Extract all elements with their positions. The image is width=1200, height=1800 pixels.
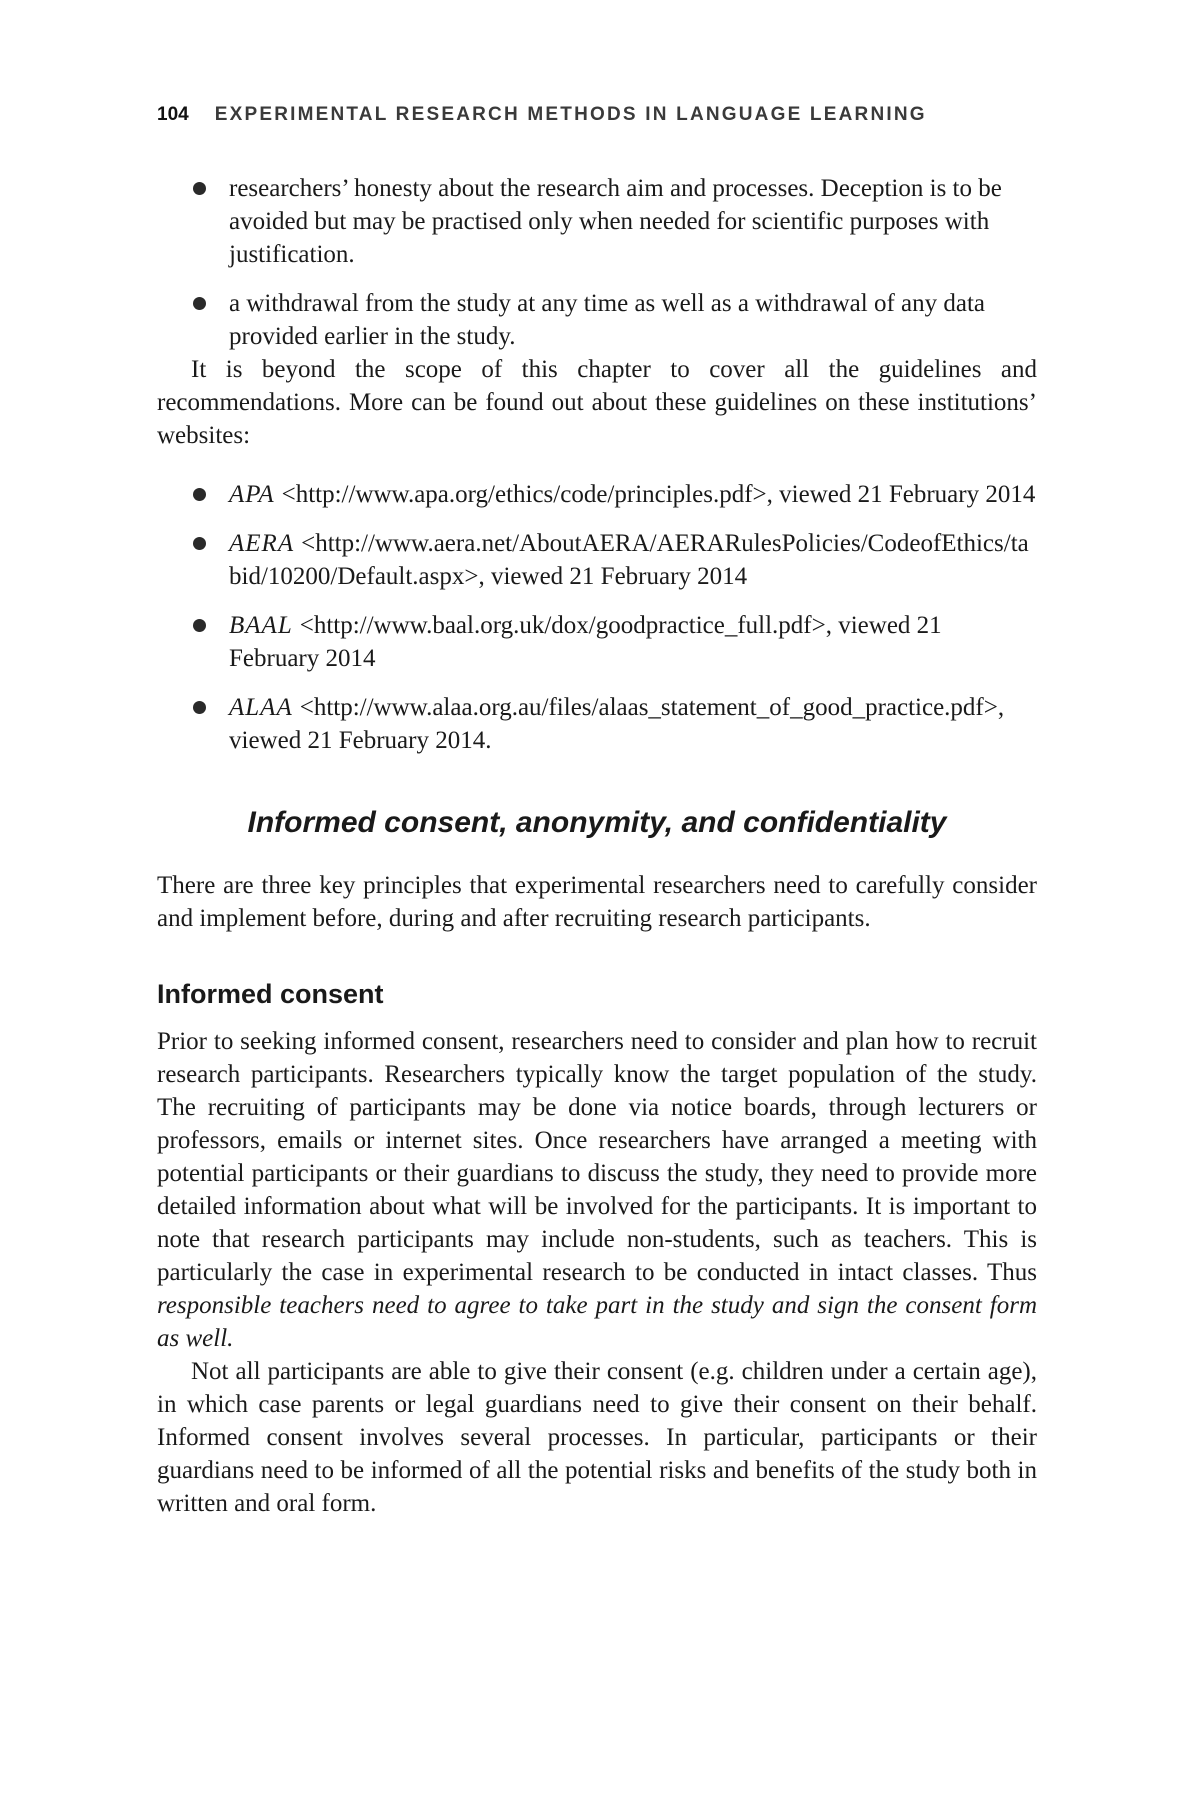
section-paragraph: There are three key principles that experimental researchers need to carefully consider and implement before, during and after recruiting research participants. — [157, 872, 1037, 932]
running-title: EXPERIMENTAL RESEARCH METHODS IN LANGUAGE LEARNING — [214, 104, 927, 125]
reference-org: AERA — [229, 530, 295, 557]
subsection-heading: Informed consent — [157, 979, 384, 1009]
informed-consent-paragraph-2: Not all participants are able to give their consent (e.g. children under a certain age), in which case parents or legal guardians need to give their consent on their behalf. Informed consent involves several processes. In particular, participants or their guardians need to be informed of all the potential risks and benefits of the study both in written and oral form. — [157, 1358, 1037, 1517]
list-item — [157, 287, 1037, 353]
reference-item-aera — [157, 527, 1037, 593]
bullet-icon — [193, 182, 206, 195]
page-body — [157, 172, 1037, 1520]
paragraph-italic-text: responsible teachers need to agree to take part in the study and sign the consent form as well. — [157, 1292, 1037, 1352]
reference-link[interactable]: <http://www.aera.net/AboutAERA/AERARulesPolicies/CodeofEthics/tabid/10200/Default.aspx> — [229, 530, 1029, 590]
reference-viewed: , viewed 21 February 2014. — [229, 694, 1005, 754]
bullet-icon — [193, 488, 206, 501]
reference-item-baal — [157, 609, 1037, 675]
reference-item-apa — [157, 478, 1037, 511]
bullet-icon — [193, 701, 206, 714]
informed-consent-paragraph-1 — [157, 1025, 1037, 1355]
reference-viewed: , viewed 21 February 2014 — [229, 612, 942, 672]
bullet-icon — [193, 619, 206, 632]
intro-paragraph: It is beyond the scope of this chapter to cover all the guidelines and recommendations. More can be found out about these guidelines on these institutions’ websites: — [157, 356, 1037, 449]
reference-viewed: , viewed 21 February 2014 — [766, 481, 1036, 508]
reference-viewed: , viewed 21 February 2014 — [478, 563, 748, 590]
list-item — [157, 172, 1037, 271]
list-item-text: researchers’ honesty about the research aim and processes. Deception is to be avoided but may be practised only when needed for scientific purposes with justification. — [229, 175, 1002, 268]
page-number: 104 — [157, 104, 189, 125]
bullet-icon — [193, 297, 206, 310]
reference-org: BAAL — [229, 612, 293, 639]
ethics-bullet-list — [157, 172, 1037, 353]
reference-item-alaa — [157, 691, 1037, 757]
reference-org: ALAA — [229, 694, 293, 721]
reference-link[interactable]: <http://www.alaa.org.au/files/alaas_statement_of_good_practice.pdf> — [299, 694, 998, 721]
reference-link[interactable]: <http://www.apa.org/ethics/code/principles.pdf> — [281, 481, 767, 508]
section-heading: Informed consent, anonymity, and confidentiality — [247, 806, 947, 839]
reference-list — [157, 478, 1037, 757]
paragraph-text: Prior to seeking informed consent, researchers need to consider and plan how to recruit research participants. Researchers typically know the target population of the study. The recruiting of participants may be done via notice boards, through lecturers or professors, emails or internet sites. Once researchers have arranged a meeting with potential participants or their guardians to discuss the study, they need to provide more detailed information about what will be involved for the participants. It is important to note that research participants may include non-students, such as teachers. This is particularly the case in experimental research to be conducted in intact classes. Thus — [157, 1028, 1037, 1286]
list-item-text: a withdrawal from the study at any time as well as a withdrawal of any data provided earlier in the study. — [229, 290, 986, 350]
reference-link[interactable]: <http://www.baal.org.uk/dox/goodpractice_full.pdf> — [299, 612, 826, 639]
reference-org: APA — [229, 481, 275, 508]
running-head — [157, 104, 1037, 126]
bullet-icon — [193, 537, 206, 550]
